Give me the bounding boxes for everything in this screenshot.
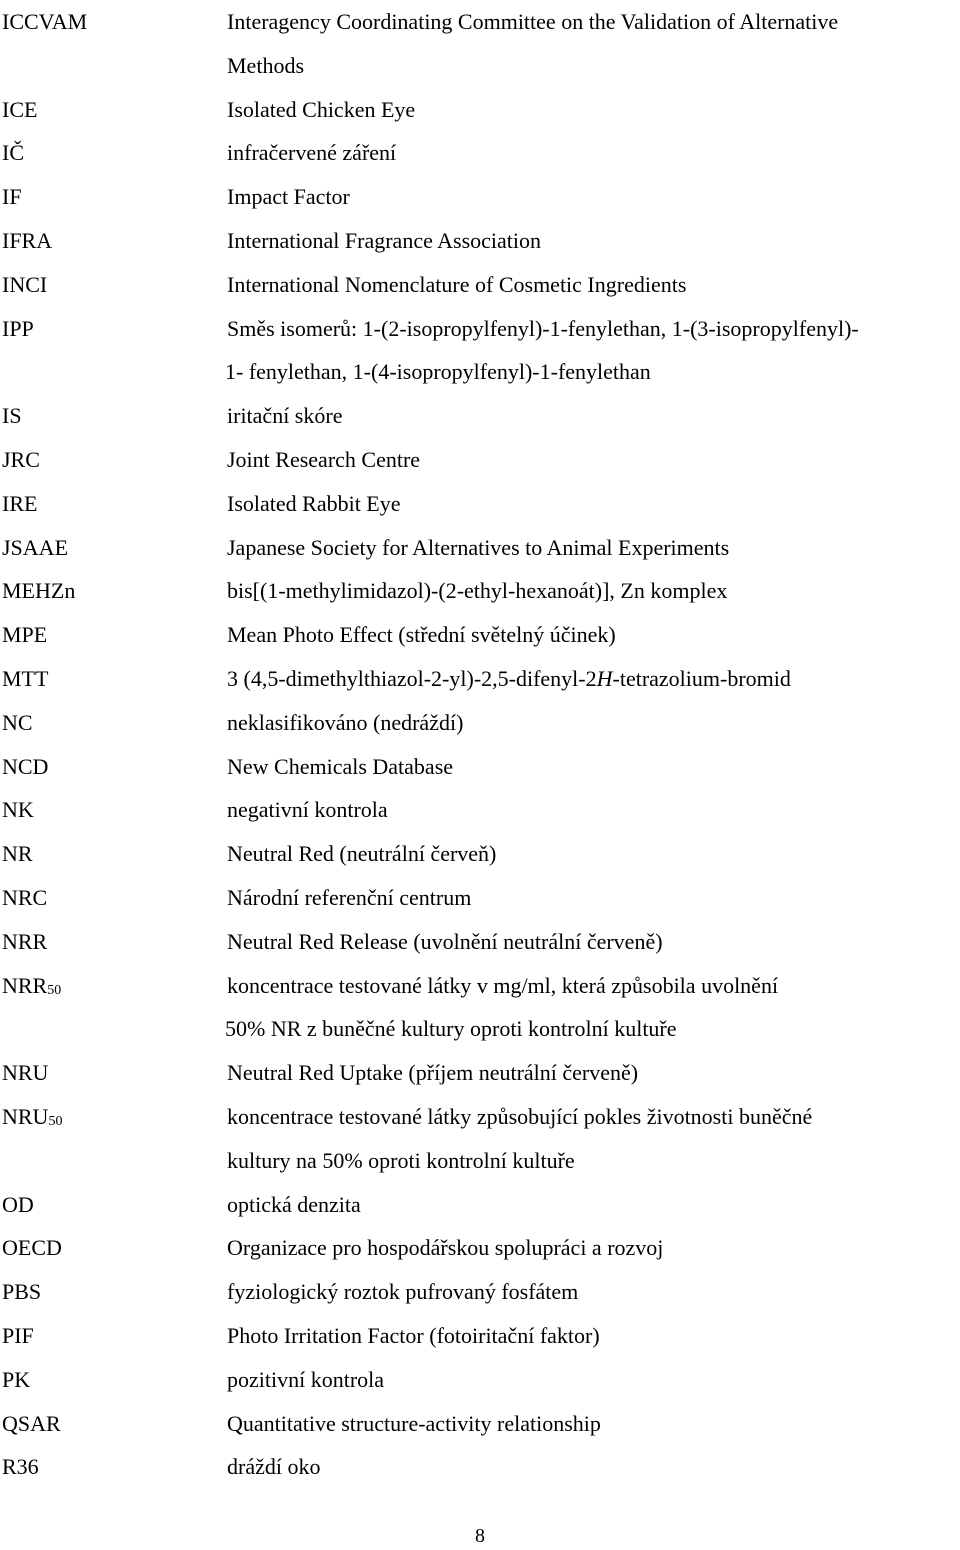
abbreviation-term: OECD	[2, 1235, 62, 1261]
abbreviation-definition	[227, 263, 960, 307]
abbreviation-term: QSAR	[2, 1410, 61, 1436]
definition-line: Neutral Red (neutrální červeň)	[227, 841, 497, 867]
abbreviation-definition	[227, 1314, 960, 1358]
definition-line: neklasifikováno (nedráždí)	[227, 709, 464, 735]
definition-line: bis[(1-methylimidazol)-(2-ethyl-hexanoát)], Zn komplex	[227, 578, 728, 604]
abbreviation-definition	[227, 1445, 960, 1489]
abbreviation-term: PBS	[2, 1279, 42, 1305]
abbreviation-row	[0, 1445, 960, 1489]
definition-line: Národní referenční centrum	[227, 884, 472, 910]
definition-line: Quantitative structure-activity relationship	[227, 1410, 601, 1436]
abbreviation-term: IČ	[2, 140, 24, 166]
abbreviation-term: ICCVAM	[2, 9, 88, 34]
abbreviation-term: NCD	[2, 753, 49, 779]
abbreviation-row	[0, 0, 960, 88]
abbreviation-row	[0, 1314, 960, 1358]
abbreviation-term: NRU	[2, 1060, 49, 1086]
abbreviation-row	[0, 920, 960, 964]
abbreviation-term: JRC	[2, 446, 40, 472]
abbreviation-definition	[227, 745, 960, 789]
abbreviation-row	[0, 1226, 960, 1270]
abbreviation-definition	[227, 131, 960, 175]
abbreviation-row	[0, 526, 960, 570]
definition-italic-text: H	[596, 665, 613, 691]
definition-line	[227, 657, 960, 701]
abbreviation-row	[0, 657, 960, 701]
abbreviation-term: INCI	[2, 271, 48, 297]
abbreviation-term: NC	[2, 709, 33, 735]
definition-line: Neutral Red Release (uvolnění neutrální červeně)	[227, 928, 663, 954]
definition-line: fyziologický roztok pufrovaný fosfátem	[227, 1279, 579, 1305]
definition-line: Isolated Chicken Eye	[227, 96, 416, 122]
abbreviation-term	[0, 964, 227, 1008]
abbreviation-term: MEHZn	[2, 578, 76, 604]
abbreviation-term: IS	[2, 403, 22, 429]
abbreviation-definition	[227, 175, 960, 219]
abbreviation-definition	[227, 219, 960, 263]
abbreviation-term: NRC	[2, 884, 48, 910]
abbreviation-definition	[227, 482, 960, 526]
abbreviation-term: IPP	[2, 315, 34, 341]
abbreviation-row	[0, 613, 960, 657]
abbreviation-term: NR	[2, 841, 33, 867]
abbreviation-definition	[227, 1226, 960, 1270]
definition-line: Japanese Society for Alternatives to Animal Experiments	[227, 534, 730, 560]
abbreviation-row	[0, 219, 960, 263]
definition-line: New Chemicals Database	[227, 753, 454, 779]
page-number: 8	[475, 1525, 485, 1547]
abbreviation-row	[0, 1358, 960, 1402]
abbreviation-row	[0, 1270, 960, 1314]
abbreviation-row	[0, 569, 960, 613]
abbreviation-row	[0, 394, 960, 438]
abbreviation-definition	[227, 1270, 960, 1314]
abbreviation-row	[0, 832, 960, 876]
definition-line: International Fragrance Association	[227, 227, 542, 253]
abbreviation-row	[0, 788, 960, 832]
definition-line: iritační skóre	[227, 403, 343, 429]
abbreviation-definition	[227, 569, 960, 613]
definition-line: dráždí oko	[227, 1454, 321, 1480]
definition-line: optická denzita	[227, 1191, 361, 1217]
abbreviation-definition	[227, 920, 960, 964]
abbreviation-definition	[227, 1402, 960, 1446]
abbreviation-definition	[227, 1358, 960, 1402]
abbreviation-term: IFRA	[2, 227, 53, 253]
definition-line: Mean Photo Effect (střední světelný účinek)	[227, 622, 616, 648]
abbreviation-subscript: 50	[47, 982, 62, 998]
definition-line: Organizace pro hospodářskou spolupráci a rozvoj	[227, 1235, 664, 1261]
definition-line: negativní kontrola	[227, 797, 388, 823]
abbreviation-term: NRR	[2, 928, 48, 954]
definition-line: 1- fenylethan, 1-(4-isopropylfenyl)-1-fenylethan	[225, 359, 651, 385]
abbreviation-definition	[227, 657, 960, 701]
abbreviation-term: NK	[2, 797, 34, 823]
abbreviation-row	[0, 745, 960, 789]
abbreviation-definition	[227, 613, 960, 657]
abbreviation-row	[0, 1402, 960, 1446]
abbreviation-term: IF	[2, 184, 22, 210]
abbreviation-definition	[227, 701, 960, 745]
abbreviation-row	[0, 307, 960, 395]
abbreviation-row	[0, 701, 960, 745]
definition-line: Impact Factor	[227, 184, 350, 210]
abbreviation-subscript: 50	[48, 1113, 63, 1129]
definition-line: pozitivní kontrola	[227, 1366, 385, 1392]
definition-line: Isolated Rabbit Eye	[227, 490, 401, 516]
abbreviation-definition	[227, 1183, 960, 1227]
abbreviation-row	[0, 1095, 960, 1183]
definition-text: 3 (4,5-dimethylthiazol-2-yl)-2,5-difenyl-2	[227, 665, 597, 691]
abbreviation-definition	[227, 394, 960, 438]
abbreviation-definition	[227, 788, 960, 832]
abbreviation-row	[0, 876, 960, 920]
abbreviation-term: MPE	[2, 622, 48, 648]
abbreviation-term: R36	[2, 1454, 39, 1480]
abbreviation-definition	[227, 1095, 960, 1183]
definition-line: Neutral Red Uptake (příjem neutrální červeně)	[227, 1060, 639, 1086]
abbreviation-term: PK	[2, 1366, 31, 1392]
abbreviation-definition	[227, 1051, 960, 1095]
abbreviation-definition	[227, 0, 960, 88]
abbreviation-definition	[227, 307, 960, 395]
abbreviation-term-text: NRU	[2, 1103, 49, 1129]
abbreviation-row	[0, 175, 960, 219]
abbreviation-term: MTT	[2, 665, 49, 691]
abbreviation-term: PIF	[2, 1322, 34, 1348]
abbreviation-row	[0, 1183, 960, 1227]
abbreviation-term: IRE	[2, 490, 38, 516]
definition-line: koncentrace testované látky v mg/ml, která způsobila uvolnění	[227, 972, 779, 998]
abbreviation-definition	[227, 88, 960, 132]
definition-line: kultury na 50% oproti kontrolní kultuře	[227, 1147, 575, 1173]
abbreviation-definition	[227, 876, 960, 920]
abbreviation-row	[0, 482, 960, 526]
definition-line: koncentrace testované látky způsobující pokles životnosti buněčné	[227, 1103, 813, 1129]
abbreviation-row	[0, 263, 960, 307]
abbreviation-definition	[227, 964, 960, 1052]
abbreviation-definition	[227, 832, 960, 876]
abbreviation-row	[0, 88, 960, 132]
definition-line: Směs isomerů: 1-(2-isopropylfenyl)-1-fenylethan, 1-(3-isopropylfenyl)-	[227, 315, 859, 341]
definition-line: Methods	[227, 52, 304, 78]
abbreviation-row	[0, 964, 960, 1052]
abbreviation-term-text: NRR	[2, 972, 48, 998]
abbreviation-row	[0, 131, 960, 175]
definition-line: infračervené záření	[227, 140, 397, 166]
abbreviation-term: ICE	[2, 96, 38, 122]
abbreviation-term	[0, 1095, 227, 1139]
abbreviation-row	[0, 438, 960, 482]
definition-line: Interagency Coordinating Committee on the Validation of Alternative	[227, 9, 839, 34]
abbreviation-definition	[227, 438, 960, 482]
abbreviation-row	[0, 1051, 960, 1095]
definition-line: Joint Research Centre	[227, 446, 421, 472]
abbreviation-definition	[227, 526, 960, 570]
abbreviation-term: OD	[2, 1191, 34, 1217]
definition-line: 50% NR z buněčné kultury oproti kontrolní kultuře	[225, 1016, 677, 1042]
definition-text: -tetrazolium-bromid	[612, 665, 791, 691]
definition-line: Photo Irritation Factor (fotoiritační faktor)	[227, 1322, 600, 1348]
definition-line: International Nomenclature of Cosmetic Ingredients	[227, 271, 687, 297]
abbreviation-term: JSAAE	[2, 534, 69, 560]
